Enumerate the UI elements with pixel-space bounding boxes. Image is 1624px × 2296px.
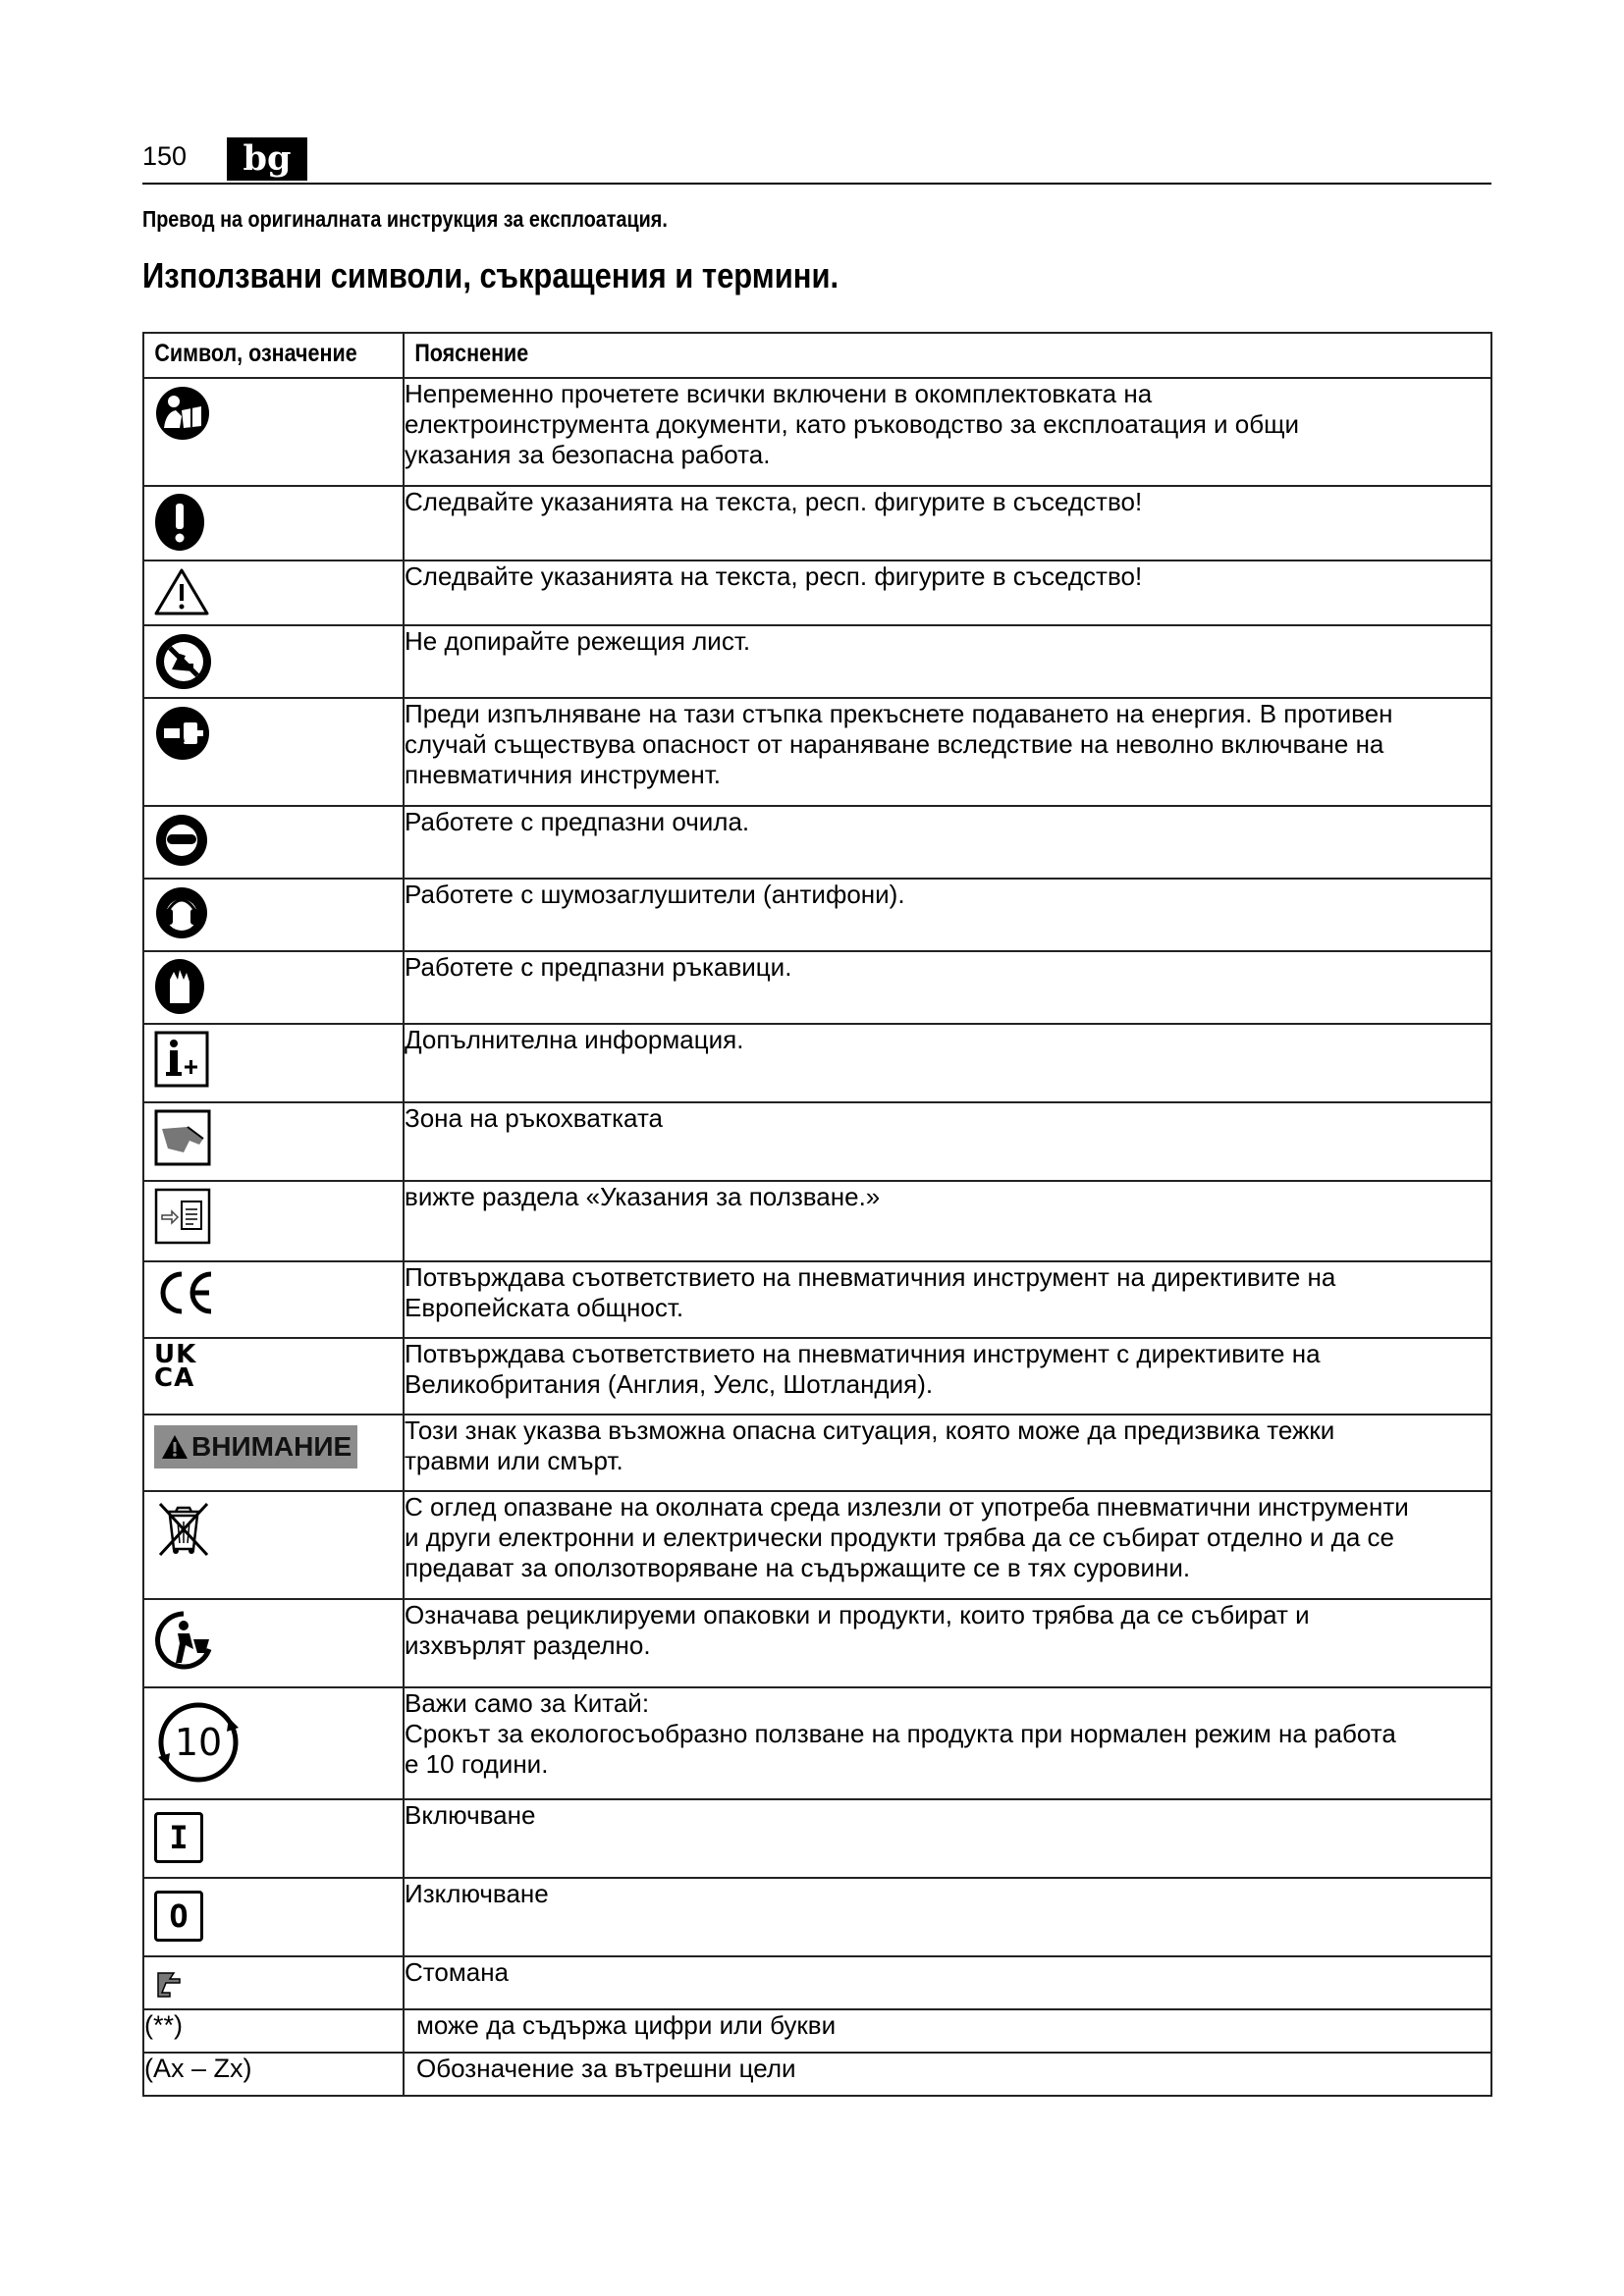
header-symbol: Символ, означение bbox=[143, 333, 404, 378]
recycling-person-icon bbox=[144, 1600, 403, 1671]
explanation-cell: Зона на ръкохватката bbox=[404, 1102, 1491, 1181]
table-row bbox=[143, 1491, 1491, 1599]
explanation-cell: Работете с предпазни очила. bbox=[404, 806, 1491, 879]
explanation-cell: вижте раздела «Указания за ползване.» bbox=[404, 1181, 1491, 1261]
explanation-cell: Работете с шумозаглушители (антифони). bbox=[404, 879, 1491, 951]
ce-mark-icon bbox=[144, 1262, 403, 1317]
symbols-table bbox=[142, 332, 1492, 2097]
header-explanation: Пояснение bbox=[404, 333, 1491, 378]
table-row bbox=[143, 1878, 1491, 1956]
explanation-cell: Означава рециклируеми опаковки и продукти, които трябва да се събират и изхвърлят разделно. bbox=[404, 1599, 1491, 1687]
table-row bbox=[143, 1799, 1491, 1878]
symbol-text: (**) bbox=[143, 2009, 404, 2053]
explanation-cell: Обозначение за вътрешни цели bbox=[404, 2053, 1491, 2096]
read-manual-icon bbox=[144, 379, 403, 442]
page-title: Използвани символи, съкращения и термини. bbox=[142, 255, 839, 295]
explanation-cell: Преди изпълняване на тази стъпка прекъснете подаването на енергия. В противен случай съществува опасност от нараняване вследствие на неволно включване на пневматичния инструмент. bbox=[404, 698, 1491, 806]
document-subtitle: Превод на оригиналната инструкция за експлоатация. bbox=[142, 206, 668, 232]
explanation-cell: може да съдържа цифри или букви bbox=[404, 2009, 1491, 2053]
table-row bbox=[143, 561, 1491, 625]
table-row bbox=[143, 1024, 1491, 1102]
page-number: 150 bbox=[142, 141, 188, 171]
table-row bbox=[143, 2009, 1491, 2053]
warning-triangle-icon bbox=[144, 561, 403, 616]
explanation-cell: Следвайте указанията на текста, респ. фигурите в съседство! bbox=[404, 561, 1491, 625]
table-row bbox=[143, 1599, 1491, 1687]
explanation-cell: С оглед опазване на околната среда излезли от употреба пневматични инструменти и други електронни и електрически продукти трябва да се събират отделно и да се предават за оползотворяване на съдържащите се в тях суровини. bbox=[404, 1491, 1491, 1599]
explanation-cell: Работете с предпазни ръкавици. bbox=[404, 951, 1491, 1024]
switch-on-icon: I bbox=[144, 1800, 403, 1863]
table-row bbox=[143, 625, 1491, 698]
explanation-cell: Потвърждава съответствието на пневматичния инструмент на директивите на Европейската общност. bbox=[404, 1261, 1491, 1338]
table-row bbox=[143, 698, 1491, 806]
table-row bbox=[143, 378, 1491, 486]
explanation-cell: Стомана bbox=[404, 1956, 1491, 2009]
see-section-icon bbox=[144, 1182, 403, 1245]
language-badge: bg bbox=[227, 137, 307, 181]
grip-zone-icon bbox=[144, 1103, 403, 1166]
table-row bbox=[143, 1415, 1491, 1491]
table-row bbox=[143, 1261, 1491, 1338]
svg-text:10: 10 bbox=[174, 1721, 223, 1764]
table-row bbox=[143, 486, 1491, 561]
table-row bbox=[143, 1338, 1491, 1415]
china-epup-10-icon bbox=[144, 1688, 403, 1787]
exclamation-circle-icon bbox=[144, 487, 403, 552]
protective-gloves-icon bbox=[144, 952, 403, 1015]
ear-protection-icon bbox=[144, 880, 403, 940]
steel-icon bbox=[144, 1957, 403, 1999]
explanation-cell: Следвайте указанията на текста, респ. фигурите в съседство! bbox=[404, 486, 1491, 561]
table-row bbox=[143, 879, 1491, 951]
table-row bbox=[143, 2053, 1491, 2096]
disconnect-air-supply-icon bbox=[144, 699, 403, 762]
explanation-cell: Не допирайте режещия лист. bbox=[404, 625, 1491, 698]
explanation-cell: Изключване bbox=[404, 1878, 1491, 1956]
weee-bin-icon bbox=[144, 1492, 403, 1559]
explanation-cell: Потвърждава съответствието на пневматичния инструмент с директивите на Великобритания (Англия, Уелс, Шотландия). bbox=[404, 1338, 1491, 1415]
table-row bbox=[143, 1687, 1491, 1799]
explanation-cell: Допълнителна информация. bbox=[404, 1024, 1491, 1102]
table-row bbox=[143, 806, 1491, 879]
explanation-cell: Непременно прочетете всички включени в окомплектовката на електроинструмента документи, като ръководство за експлоатация и общи указания за безопасна работа. bbox=[404, 378, 1491, 486]
table-row bbox=[143, 1181, 1491, 1261]
attention-label-icon: ВНИМАНИЕ bbox=[144, 1415, 403, 1468]
table-row bbox=[143, 1956, 1491, 2009]
safety-goggles-icon bbox=[144, 807, 403, 868]
table-header-row bbox=[143, 333, 1491, 378]
table-row bbox=[143, 951, 1491, 1024]
ukca-mark-icon: UK CA bbox=[154, 1340, 197, 1393]
table-row bbox=[143, 1102, 1491, 1181]
symbol-text: (Ax – Zx) bbox=[143, 2053, 404, 2096]
do-not-touch-blade-icon bbox=[144, 626, 403, 691]
additional-info-icon bbox=[144, 1025, 403, 1088]
switch-off-icon: O bbox=[144, 1879, 403, 1942]
explanation-cell: Важи само за Китай: Срокът за екологосъобразно ползване на продукта при нормален режим на работа е 10 години. bbox=[404, 1687, 1491, 1799]
explanation-cell: Този знак указва възможна опасна ситуация, която може да предизвика тежки травми или смърт. bbox=[404, 1415, 1491, 1491]
page-header bbox=[142, 137, 1491, 185]
explanation-cell: Включване bbox=[404, 1799, 1491, 1878]
